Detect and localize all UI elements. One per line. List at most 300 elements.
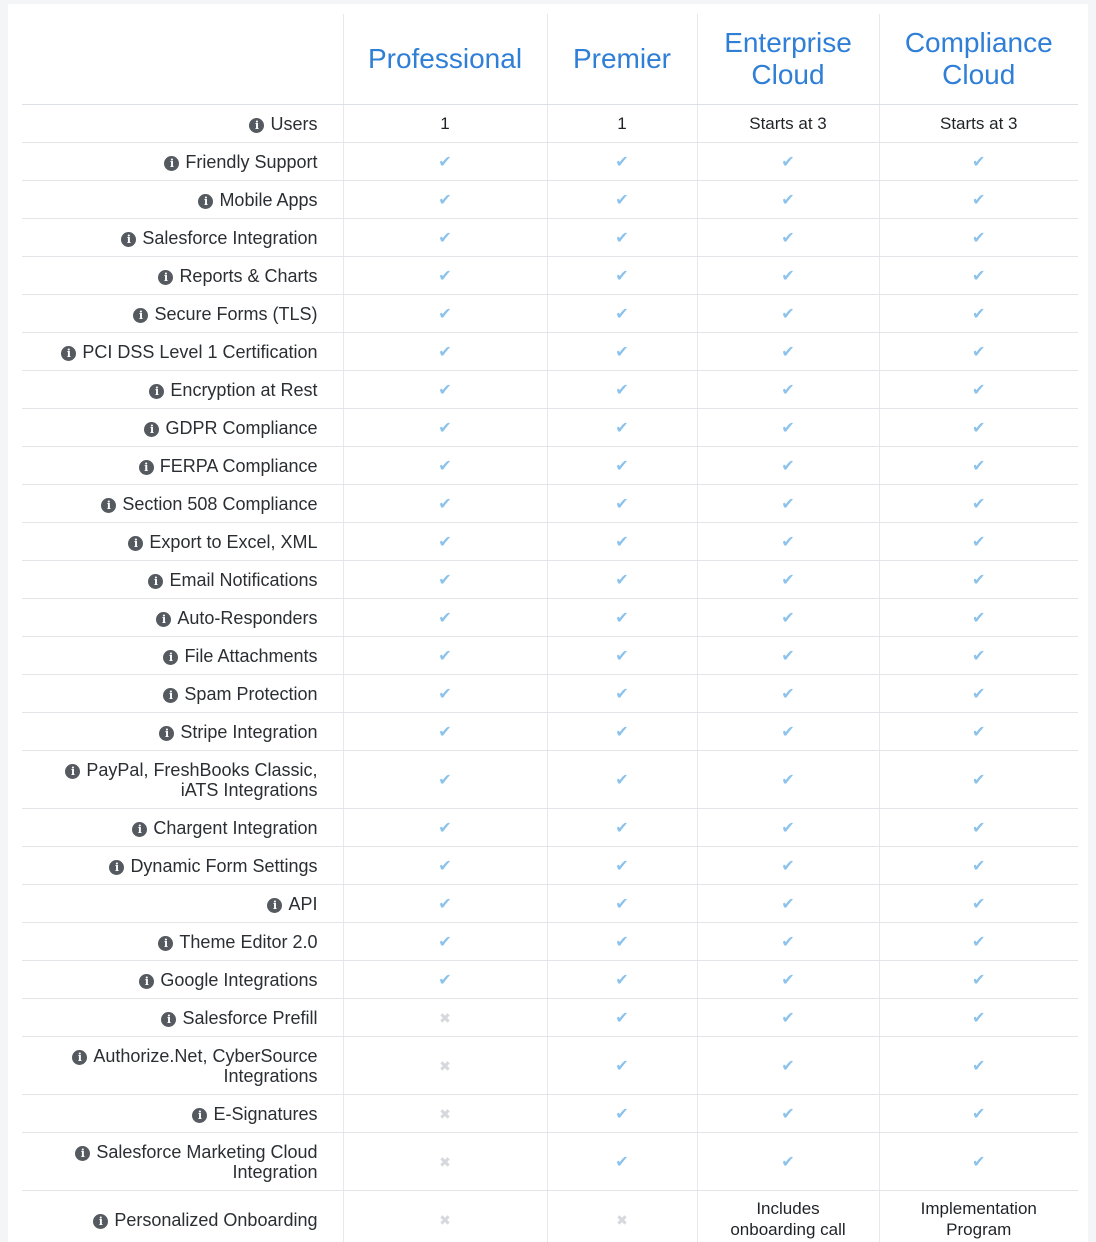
check-icon: ✔ bbox=[615, 1008, 629, 1027]
feature-name-cell bbox=[22, 599, 343, 637]
check-icon: ✔ bbox=[972, 1008, 986, 1027]
check-icon: ✔ bbox=[438, 380, 452, 399]
check-icon: ✔ bbox=[615, 266, 629, 285]
info-icon[interactable]: i bbox=[161, 1012, 176, 1027]
feature-name-cell bbox=[22, 1191, 343, 1242]
feature-row-google-integrations bbox=[22, 961, 1078, 999]
check-icon: ✔ bbox=[438, 304, 452, 323]
plan-cell-compliance-cloud bbox=[879, 523, 1078, 561]
info-icon[interactable]: i bbox=[139, 460, 154, 475]
plan-header-enterprise-cloud bbox=[697, 14, 879, 105]
plan-cell-professional bbox=[343, 675, 547, 713]
feature-row-email-notifications bbox=[22, 561, 1078, 599]
feature-name-cell bbox=[22, 561, 343, 599]
check-icon: ✔ bbox=[615, 856, 629, 875]
info-icon[interactable]: i bbox=[133, 308, 148, 323]
plan-cell-enterprise-cloud bbox=[697, 143, 879, 181]
feature-row-salesforce-integration bbox=[22, 219, 1078, 257]
check-icon: ✔ bbox=[972, 894, 986, 913]
check-icon: ✔ bbox=[438, 342, 452, 361]
plan-cell-premier bbox=[547, 713, 697, 751]
plan-header-compliance-cloud bbox=[879, 14, 1078, 105]
cell-value: 1 bbox=[617, 114, 627, 133]
feature-label-wrap bbox=[109, 856, 317, 876]
check-icon: ✔ bbox=[615, 570, 629, 589]
check-icon: ✔ bbox=[781, 770, 795, 789]
check-icon: ✔ bbox=[972, 856, 986, 875]
feature-label-wrap bbox=[158, 932, 317, 952]
feature-label-wrap bbox=[133, 304, 317, 324]
feature-row-api bbox=[22, 885, 1078, 923]
check-icon: ✔ bbox=[972, 570, 986, 589]
plan-cell-compliance-cloud bbox=[879, 371, 1078, 409]
feature-label-wrap bbox=[61, 342, 317, 362]
feature-label: Friendly Support bbox=[185, 152, 318, 173]
plan-cell-premier bbox=[547, 485, 697, 523]
plan-cell-professional bbox=[343, 1191, 547, 1242]
info-icon[interactable]: i bbox=[93, 1214, 108, 1229]
feature-label: Reports & Charts bbox=[179, 266, 318, 287]
feature-name-cell bbox=[22, 523, 343, 561]
plan-cell-compliance-cloud bbox=[879, 143, 1078, 181]
check-icon: ✔ bbox=[972, 684, 986, 703]
info-icon[interactable]: i bbox=[75, 1146, 90, 1161]
info-icon[interactable]: i bbox=[164, 156, 179, 171]
plan-name: Premier bbox=[572, 43, 671, 74]
check-icon: ✔ bbox=[972, 532, 986, 551]
feature-row-theme-editor-2-0 bbox=[22, 923, 1078, 961]
check-icon: ✔ bbox=[972, 932, 986, 951]
check-icon: ✔ bbox=[615, 608, 629, 627]
pricing-comparison-panel bbox=[8, 4, 1088, 1242]
check-icon: ✔ bbox=[781, 532, 795, 551]
feature-label-wrap bbox=[132, 818, 317, 838]
check-icon: ✔ bbox=[438, 456, 452, 475]
check-icon: ✔ bbox=[972, 380, 986, 399]
check-icon: ✔ bbox=[972, 304, 986, 323]
check-icon: ✔ bbox=[438, 532, 452, 551]
plan-cell-premier bbox=[547, 333, 697, 371]
plan-name: Professional bbox=[367, 43, 523, 74]
check-icon: ✔ bbox=[438, 818, 452, 837]
feature-label-wrap bbox=[48, 1046, 318, 1086]
plan-cell-enterprise-cloud bbox=[697, 485, 879, 523]
plan-cell-enterprise-cloud bbox=[697, 885, 879, 923]
plan-cell-enterprise-cloud bbox=[697, 675, 879, 713]
info-icon[interactable]: i bbox=[109, 860, 124, 875]
check-icon: ✔ bbox=[972, 266, 986, 285]
plan-cell-professional bbox=[343, 751, 547, 809]
plan-cell-enterprise-cloud bbox=[697, 999, 879, 1037]
info-icon[interactable]: i bbox=[159, 726, 174, 741]
feature-label-wrap bbox=[164, 152, 317, 172]
feature-label-wrap bbox=[144, 418, 317, 438]
info-icon[interactable]: i bbox=[158, 270, 173, 285]
check-icon: ✔ bbox=[781, 228, 795, 247]
check-icon: ✔ bbox=[972, 646, 986, 665]
check-icon: ✔ bbox=[615, 970, 629, 989]
feature-label-wrap bbox=[139, 456, 318, 476]
feature-name-cell bbox=[22, 847, 343, 885]
check-icon: ✔ bbox=[972, 722, 986, 741]
plan-cell-compliance-cloud bbox=[879, 637, 1078, 675]
feature-name-cell bbox=[22, 713, 343, 751]
feature-row-authorize-net-cybersource-integrations bbox=[22, 1037, 1078, 1095]
info-icon[interactable]: i bbox=[132, 822, 147, 837]
check-icon: ✔ bbox=[972, 770, 986, 789]
check-icon: ✔ bbox=[972, 970, 986, 989]
plan-cell-compliance-cloud bbox=[879, 809, 1078, 847]
plan-cell-professional bbox=[343, 561, 547, 599]
feature-name-cell bbox=[22, 485, 343, 523]
plan-cell-premier bbox=[547, 1095, 697, 1133]
plan-cell-enterprise-cloud bbox=[697, 257, 879, 295]
info-icon[interactable]: i bbox=[65, 764, 80, 779]
check-icon: ✔ bbox=[438, 418, 452, 437]
check-icon: ✔ bbox=[438, 894, 452, 913]
feature-label-wrap bbox=[158, 266, 317, 286]
plan-cell-premier bbox=[547, 999, 697, 1037]
info-icon[interactable]: i bbox=[149, 384, 164, 399]
check-icon: ✔ bbox=[781, 1008, 795, 1027]
plan-cell-professional bbox=[343, 637, 547, 675]
check-icon: ✔ bbox=[781, 266, 795, 285]
plan-cell-compliance-cloud bbox=[879, 923, 1078, 961]
check-icon: ✔ bbox=[781, 418, 795, 437]
feature-name-cell bbox=[22, 447, 343, 485]
plan-cell-premier bbox=[547, 809, 697, 847]
check-icon: ✔ bbox=[781, 646, 795, 665]
feature-label: Email Notifications bbox=[169, 570, 318, 591]
check-icon: ✔ bbox=[972, 1056, 986, 1075]
feature-label: Secure Forms (TLS) bbox=[154, 304, 318, 325]
feature-name-cell bbox=[22, 371, 343, 409]
plan-cell-enterprise-cloud bbox=[697, 637, 879, 675]
feature-name-cell bbox=[22, 961, 343, 999]
info-icon[interactable]: i bbox=[128, 536, 143, 551]
feature-name-cell bbox=[22, 809, 343, 847]
check-icon: ✔ bbox=[615, 646, 629, 665]
feature-label-wrap bbox=[149, 380, 317, 400]
feature-name-cell bbox=[22, 295, 343, 333]
feature-row-spam-protection bbox=[22, 675, 1078, 713]
feature-name-cell bbox=[22, 999, 343, 1037]
plan-cell-enterprise-cloud bbox=[697, 523, 879, 561]
check-icon: ✔ bbox=[615, 1152, 629, 1171]
plan-cell-enterprise-cloud bbox=[697, 181, 879, 219]
feature-label: Chargent Integration bbox=[153, 818, 318, 839]
plan-cell-compliance-cloud bbox=[879, 561, 1078, 599]
plan-cell-professional bbox=[343, 923, 547, 961]
feature-label: Theme Editor 2.0 bbox=[179, 932, 318, 953]
plan-cell-premier bbox=[547, 143, 697, 181]
check-icon: ✔ bbox=[615, 722, 629, 741]
plan-cell-compliance-cloud bbox=[879, 257, 1078, 295]
plan-cell-enterprise-cloud bbox=[697, 295, 879, 333]
check-icon: ✔ bbox=[615, 456, 629, 475]
plan-cell-professional bbox=[343, 713, 547, 751]
feature-name-cell bbox=[22, 1095, 343, 1133]
feature-label: Salesforce Marketing Cloud Integration bbox=[96, 1141, 318, 1182]
cross-icon: ✖ bbox=[616, 1212, 628, 1229]
plan-cell-professional bbox=[343, 143, 547, 181]
plan-cell-enterprise-cloud bbox=[697, 105, 879, 143]
feature-label: Auto-Responders bbox=[177, 608, 318, 629]
cell-value: Starts at 3 bbox=[940, 114, 1018, 133]
cross-icon: ✖ bbox=[439, 1107, 451, 1123]
plan-cell-compliance-cloud bbox=[879, 599, 1078, 637]
plan-cell-enterprise-cloud bbox=[697, 713, 879, 751]
plan-cell-enterprise-cloud bbox=[697, 751, 879, 809]
feature-label: PCI DSS Level 1 Certification bbox=[82, 342, 318, 363]
check-icon: ✔ bbox=[615, 494, 629, 513]
cross-icon: ✖ bbox=[439, 1212, 451, 1229]
feature-label-wrap bbox=[159, 722, 317, 742]
feature-label: API bbox=[288, 894, 318, 915]
check-icon: ✔ bbox=[438, 722, 452, 741]
check-icon: ✔ bbox=[615, 380, 629, 399]
plan-cell-enterprise-cloud bbox=[697, 447, 879, 485]
check-icon: ✔ bbox=[615, 1056, 629, 1075]
plan-cell-compliance-cloud bbox=[879, 885, 1078, 923]
plan-cell-professional bbox=[343, 809, 547, 847]
check-icon: ✔ bbox=[781, 894, 795, 913]
feature-name-cell bbox=[22, 637, 343, 675]
feature-label: Dynamic Form Settings bbox=[130, 856, 318, 877]
check-icon: ✔ bbox=[615, 818, 629, 837]
feature-name-cell bbox=[22, 333, 343, 371]
feature-name-cell bbox=[22, 923, 343, 961]
info-icon[interactable]: i bbox=[249, 118, 264, 133]
cross-icon: ✖ bbox=[439, 1059, 451, 1075]
info-icon[interactable]: i bbox=[192, 1108, 207, 1123]
feature-label: Export to Excel, XML bbox=[149, 532, 318, 553]
feature-label-wrap bbox=[48, 1142, 318, 1182]
feature-name-cell bbox=[22, 143, 343, 181]
plan-cell-compliance-cloud bbox=[879, 105, 1078, 143]
check-icon: ✔ bbox=[972, 456, 986, 475]
info-icon[interactable]: i bbox=[198, 194, 213, 209]
feature-label: E-Signatures bbox=[213, 1104, 318, 1125]
check-icon: ✔ bbox=[438, 494, 452, 513]
feature-label-wrap bbox=[101, 494, 317, 514]
info-icon[interactable]: i bbox=[267, 898, 282, 913]
plan-cell-compliance-cloud bbox=[879, 675, 1078, 713]
check-icon: ✔ bbox=[781, 1152, 795, 1171]
feature-row-section-508-compliance bbox=[22, 485, 1078, 523]
plan-cell-professional bbox=[343, 599, 547, 637]
check-icon: ✔ bbox=[615, 894, 629, 913]
plan-cell-premier bbox=[547, 561, 697, 599]
info-icon[interactable]: i bbox=[139, 974, 154, 989]
check-icon: ✔ bbox=[781, 818, 795, 837]
plan-cell-premier bbox=[547, 523, 697, 561]
feature-column-header bbox=[22, 14, 343, 105]
check-icon: ✔ bbox=[438, 932, 452, 951]
check-icon: ✔ bbox=[438, 646, 452, 665]
plan-cell-professional bbox=[343, 485, 547, 523]
check-icon: ✔ bbox=[615, 532, 629, 551]
check-icon: ✔ bbox=[972, 418, 986, 437]
plan-cell-enterprise-cloud bbox=[697, 371, 879, 409]
plan-cell-enterprise-cloud bbox=[697, 333, 879, 371]
check-icon: ✔ bbox=[438, 570, 452, 589]
feature-row-reports-charts bbox=[22, 257, 1078, 295]
feature-label-wrap bbox=[249, 114, 317, 134]
check-icon: ✔ bbox=[781, 1056, 795, 1075]
check-icon: ✔ bbox=[438, 152, 452, 171]
check-icon: ✔ bbox=[615, 418, 629, 437]
check-icon: ✔ bbox=[781, 570, 795, 589]
feature-row-e-signatures bbox=[22, 1095, 1078, 1133]
plan-cell-premier bbox=[547, 885, 697, 923]
plan-cell-compliance-cloud bbox=[879, 961, 1078, 999]
check-icon: ✔ bbox=[615, 1104, 629, 1123]
plan-cell-compliance-cloud bbox=[879, 999, 1078, 1037]
feature-label: FERPA Compliance bbox=[159, 456, 318, 477]
info-icon[interactable]: i bbox=[72, 1050, 87, 1065]
info-icon[interactable]: i bbox=[163, 688, 178, 703]
plan-cell-premier bbox=[547, 219, 697, 257]
cell-value: Starts at 3 bbox=[749, 114, 827, 133]
plan-name: Compliance Cloud bbox=[904, 27, 1053, 90]
plan-cell-premier bbox=[547, 637, 697, 675]
feature-row-friendly-support bbox=[22, 143, 1078, 181]
check-icon: ✔ bbox=[972, 342, 986, 361]
check-icon: ✔ bbox=[438, 770, 452, 789]
plan-cell-professional bbox=[343, 333, 547, 371]
check-icon: ✔ bbox=[972, 1152, 986, 1171]
plan-cell-premier bbox=[547, 447, 697, 485]
plan-cell-enterprise-cloud bbox=[697, 1191, 879, 1242]
feature-row-paypal-freshbooks-classic-iats-integrations bbox=[22, 751, 1078, 809]
plan-cell-premier bbox=[547, 1191, 697, 1242]
plan-cell-enterprise-cloud bbox=[697, 599, 879, 637]
feature-name-cell bbox=[22, 105, 343, 143]
info-icon[interactable]: i bbox=[158, 936, 173, 951]
feature-label-wrap bbox=[48, 760, 318, 800]
info-icon[interactable]: i bbox=[101, 498, 116, 513]
check-icon: ✔ bbox=[781, 380, 795, 399]
check-icon: ✔ bbox=[781, 494, 795, 513]
check-icon: ✔ bbox=[438, 970, 452, 989]
plan-cell-premier bbox=[547, 257, 697, 295]
info-icon[interactable]: i bbox=[144, 422, 159, 437]
feature-row-gdpr-compliance bbox=[22, 409, 1078, 447]
plan-cell-premier bbox=[547, 409, 697, 447]
feature-label-wrap bbox=[128, 532, 317, 552]
check-icon: ✔ bbox=[972, 1104, 986, 1123]
plan-cell-enterprise-cloud bbox=[697, 1037, 879, 1095]
plan-cell-enterprise-cloud bbox=[697, 809, 879, 847]
feature-label: Salesforce Prefill bbox=[182, 1008, 318, 1029]
plan-cell-premier bbox=[547, 961, 697, 999]
feature-label-wrap bbox=[163, 646, 317, 666]
feature-label: Users bbox=[270, 114, 318, 135]
feature-name-cell bbox=[22, 409, 343, 447]
plan-cell-compliance-cloud bbox=[879, 181, 1078, 219]
plan-cell-enterprise-cloud bbox=[697, 1095, 879, 1133]
cell-value: Implementation Program bbox=[920, 1199, 1037, 1239]
feature-label-wrap bbox=[267, 894, 317, 914]
feature-row-auto-responders bbox=[22, 599, 1078, 637]
feature-label-wrap bbox=[163, 684, 317, 704]
info-icon[interactable]: i bbox=[61, 346, 76, 361]
plan-cell-professional bbox=[343, 1037, 547, 1095]
plan-cell-compliance-cloud bbox=[879, 847, 1078, 885]
plan-cell-compliance-cloud bbox=[879, 1133, 1078, 1191]
feature-row-personalized-onboarding bbox=[22, 1191, 1078, 1242]
plan-cell-premier bbox=[547, 371, 697, 409]
feature-label-wrap bbox=[148, 570, 317, 590]
feature-row-users bbox=[22, 105, 1078, 143]
cell-value: 1 bbox=[440, 114, 450, 133]
check-icon: ✔ bbox=[781, 342, 795, 361]
feature-label: Stripe Integration bbox=[180, 722, 318, 743]
plan-cell-enterprise-cloud bbox=[697, 219, 879, 257]
check-icon: ✔ bbox=[972, 494, 986, 513]
plan-cell-premier bbox=[547, 1133, 697, 1191]
feature-row-pci-dss-level-1-certification bbox=[22, 333, 1078, 371]
check-icon: ✔ bbox=[438, 608, 452, 627]
check-icon: ✔ bbox=[615, 304, 629, 323]
feature-rows bbox=[22, 105, 1078, 1242]
feature-label-wrap bbox=[198, 190, 317, 210]
feature-label: Google Integrations bbox=[160, 970, 318, 991]
feature-label: Authorize.Net, CyberSource Integrations bbox=[93, 1045, 318, 1086]
check-icon: ✔ bbox=[615, 770, 629, 789]
plan-cell-enterprise-cloud bbox=[697, 961, 879, 999]
plan-cell-compliance-cloud bbox=[879, 333, 1078, 371]
check-icon: ✔ bbox=[781, 608, 795, 627]
plan-cell-professional bbox=[343, 409, 547, 447]
info-icon[interactable]: i bbox=[156, 612, 171, 627]
plan-cell-compliance-cloud bbox=[879, 447, 1078, 485]
feature-row-file-attachments bbox=[22, 637, 1078, 675]
info-icon[interactable]: i bbox=[148, 574, 163, 589]
plan-cell-premier bbox=[547, 1037, 697, 1095]
feature-label: GDPR Compliance bbox=[165, 418, 318, 439]
cross-icon: ✖ bbox=[439, 1011, 451, 1027]
plan-comparison-table bbox=[22, 14, 1078, 1242]
feature-row-mobile-apps bbox=[22, 181, 1078, 219]
plan-cell-professional bbox=[343, 523, 547, 561]
plan-cell-compliance-cloud bbox=[879, 1095, 1078, 1133]
plan-cell-compliance-cloud bbox=[879, 295, 1078, 333]
plan-cell-premier bbox=[547, 923, 697, 961]
info-icon[interactable]: i bbox=[163, 650, 178, 665]
feature-label-wrap bbox=[161, 1008, 317, 1028]
check-icon: ✔ bbox=[972, 818, 986, 837]
check-icon: ✔ bbox=[615, 342, 629, 361]
feature-name-cell bbox=[22, 181, 343, 219]
feature-label: File Attachments bbox=[184, 646, 318, 667]
check-icon: ✔ bbox=[781, 722, 795, 741]
plan-cell-premier bbox=[547, 599, 697, 637]
feature-name-cell bbox=[22, 675, 343, 713]
plan-cell-premier bbox=[547, 105, 697, 143]
check-icon: ✔ bbox=[781, 304, 795, 323]
check-icon: ✔ bbox=[781, 456, 795, 475]
plan-cell-premier bbox=[547, 751, 697, 809]
plan-cell-professional bbox=[343, 371, 547, 409]
check-icon: ✔ bbox=[615, 190, 629, 209]
check-icon: ✔ bbox=[781, 152, 795, 171]
info-icon[interactable]: i bbox=[121, 232, 136, 247]
plan-cell-professional bbox=[343, 257, 547, 295]
plan-cell-professional bbox=[343, 961, 547, 999]
feature-name-cell bbox=[22, 751, 343, 809]
